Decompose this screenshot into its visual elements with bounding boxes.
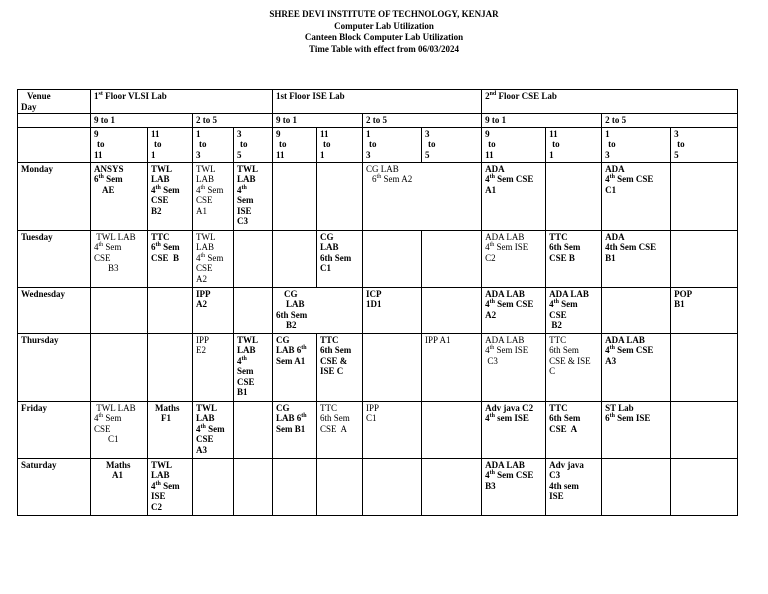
timetable-cell: TTC 6th Sem CSE A <box>546 401 602 458</box>
day-tuesday: Tuesday <box>18 230 91 287</box>
day-thursday: Thursday <box>18 333 91 401</box>
timetable-cell: TWL LAB 4th Sem CSE C1 <box>91 401 148 458</box>
timetable-cell: TTC 6th Sem CSE A <box>317 401 363 458</box>
timetable-cell <box>363 230 422 287</box>
timetable-cell: TTC 6th Sem CSE B <box>546 230 602 287</box>
timetable-cell: TWL LAB 4th Sem CSE A3 <box>193 401 234 458</box>
timetable-cell: ADA LAB 4th Sem CSE B3 <box>482 458 546 515</box>
timetable-cell: TTC 6th Sem CSE & ISE C <box>317 333 363 401</box>
time-range-header: 9 to 11 <box>482 127 546 162</box>
day-saturday: Saturday <box>18 458 91 515</box>
timetable-cell: ADA LAB 4th Sem ISE C3 <box>482 333 546 401</box>
timetable-cell <box>273 458 317 515</box>
time-range-header: 9 to 11 <box>273 127 317 162</box>
timetable-cell <box>671 333 738 401</box>
slot-header: 9 to 1 <box>482 114 602 128</box>
timetable-cell <box>91 287 148 333</box>
timetable-cell: ADA 4th Sem CSE A1 <box>482 162 546 230</box>
lab-header-ise: 1st Floor ISE Lab <box>273 90 482 114</box>
timetable <box>17 89 738 516</box>
timetable-cell <box>422 458 482 515</box>
timetable-cell <box>602 287 671 333</box>
timetable-cell: CG LAB 6th Sem B2 <box>273 287 363 333</box>
time-range-header: 3 to 5 <box>671 127 738 162</box>
empty-cell <box>18 114 91 128</box>
timetable-cell <box>234 230 273 287</box>
timetable-cell <box>422 230 482 287</box>
timetable-cell <box>602 458 671 515</box>
timetable-cell: CG LAB 6th Sem A2 <box>363 162 482 230</box>
timetable-cell: Adv java C3 4th sem ISE <box>546 458 602 515</box>
timetable-cell: ADA 4th Sem CSE C1 <box>602 162 671 230</box>
slot-header: 9 to 1 <box>91 114 193 128</box>
timetable-cell: Maths A1 <box>91 458 148 515</box>
timetable-cell <box>273 162 317 230</box>
timetable-cell: TTC 6th Sem CSE & ISE C <box>546 333 602 401</box>
timetable-cell: TWL LAB 4th Sem CSE A1 <box>193 162 234 230</box>
timetable-cell: TWL LAB 4th Sem CSE B2 <box>148 162 193 230</box>
header-line-2: Computer Lab Utilization <box>334 20 434 31</box>
timetable-cell: TWL LAB 4th Sem ISE C2 <box>148 458 193 515</box>
timetable-cell: ADA LAB 4th Sem CSE B2 <box>546 287 602 333</box>
timetable-cell: CG LAB 6th Sem A1 <box>273 333 317 401</box>
timetable-cell <box>671 230 738 287</box>
lab-header-cse: 2nd Floor CSE Lab <box>482 90 738 114</box>
timetable-cell: TWL LAB 4th Sem CSE B1 <box>234 333 273 401</box>
timetable-cell: ADA LAB 4th Sem ISE C2 <box>482 230 546 287</box>
timetable-cell <box>422 401 482 458</box>
lab-header-vlsi: 1st Floor VLSI Lab <box>91 90 273 114</box>
day-wednesday: Wednesday <box>18 287 91 333</box>
timetable-cell: TWL LAB 4th Sem CSE A2 <box>193 230 234 287</box>
day-monday: Monday <box>18 162 91 230</box>
timetable-cell <box>363 458 422 515</box>
timetable-cell: TWL LAB 4th Sem CSE B3 <box>91 230 148 287</box>
timetable-cell <box>546 162 602 230</box>
timetable-cell <box>671 401 738 458</box>
time-range-header: 9 to 11 <box>91 127 148 162</box>
venue-day-header: Venue Day <box>18 90 91 114</box>
timetable-cell: IPP A1 <box>422 333 482 401</box>
timetable-cell <box>273 230 317 287</box>
time-range-header: 1 to 3 <box>363 127 422 162</box>
institute-name: SHREE DEVI INSTITUTE OF TECHNOLOGY, KENJAR <box>269 9 499 19</box>
slot-header: 2 to 5 <box>602 114 738 128</box>
header-line-4: Time Table with effect from 06/03/2024 <box>309 43 459 54</box>
timetable-cell <box>422 287 482 333</box>
time-range-header: 1 to 3 <box>602 127 671 162</box>
timetable-cell <box>91 333 148 401</box>
timetable-cell: ADA LAB 4th Sem CSE A3 <box>602 333 671 401</box>
timetable-cell <box>317 162 363 230</box>
time-range-header: 11 to 1 <box>546 127 602 162</box>
empty-cell <box>18 127 91 162</box>
day-friday: Friday <box>18 401 91 458</box>
timetable-cell: Maths F1 <box>148 401 193 458</box>
time-range-header: 3 to 5 <box>422 127 482 162</box>
timetable-cell <box>671 162 738 230</box>
timetable-cell <box>671 458 738 515</box>
timetable-cell: POP B1 <box>671 287 738 333</box>
timetable-cell: ADA 4th Sem CSE B1 <box>602 230 671 287</box>
timetable-cell <box>148 287 193 333</box>
timetable-cell: ANSYS 6th Sem AE <box>91 162 148 230</box>
time-range-header: 11 to 1 <box>317 127 363 162</box>
slot-header: 2 to 5 <box>193 114 273 128</box>
timetable-cell <box>193 458 234 515</box>
timetable-cell <box>148 333 193 401</box>
time-range-header: 1 to 3 <box>193 127 234 162</box>
time-range-header: 3 to 5 <box>234 127 273 162</box>
timetable-cell <box>234 401 273 458</box>
timetable-cell: TTC 6th Sem CSE B <box>148 230 193 287</box>
timetable-cell: Adv java C2 4th sem ISE <box>482 401 546 458</box>
timetable-cell: IPP C1 <box>363 401 422 458</box>
timetable-cell <box>317 458 363 515</box>
timetable-cell <box>363 333 422 401</box>
timetable-cell: ADA LAB 4th Sem CSE A2 <box>482 287 546 333</box>
timetable-cell: IPP E2 <box>193 333 234 401</box>
timetable-cell: CG LAB 6th Sem C1 <box>317 230 363 287</box>
header-line-3: Canteen Block Computer Lab Utilization <box>304 32 464 42</box>
timetable-cell: IPP A2 <box>193 287 234 333</box>
timetable-cell: ST Lab 6th Sem ISE <box>602 401 671 458</box>
timetable-cell: ICP 1D1 <box>363 287 422 333</box>
timetable-cell <box>234 287 273 333</box>
timetable-cell: TWL LAB 4th Sem ISE C3 <box>234 162 273 230</box>
slot-header: 9 to 1 <box>273 114 363 128</box>
page-header <box>0 9 768 55</box>
timetable-cell <box>234 458 273 515</box>
slot-header: 2 to 5 <box>363 114 482 128</box>
timetable-cell: CG LAB 6th Sem B1 <box>273 401 317 458</box>
time-range-header: 11 to 1 <box>148 127 193 162</box>
